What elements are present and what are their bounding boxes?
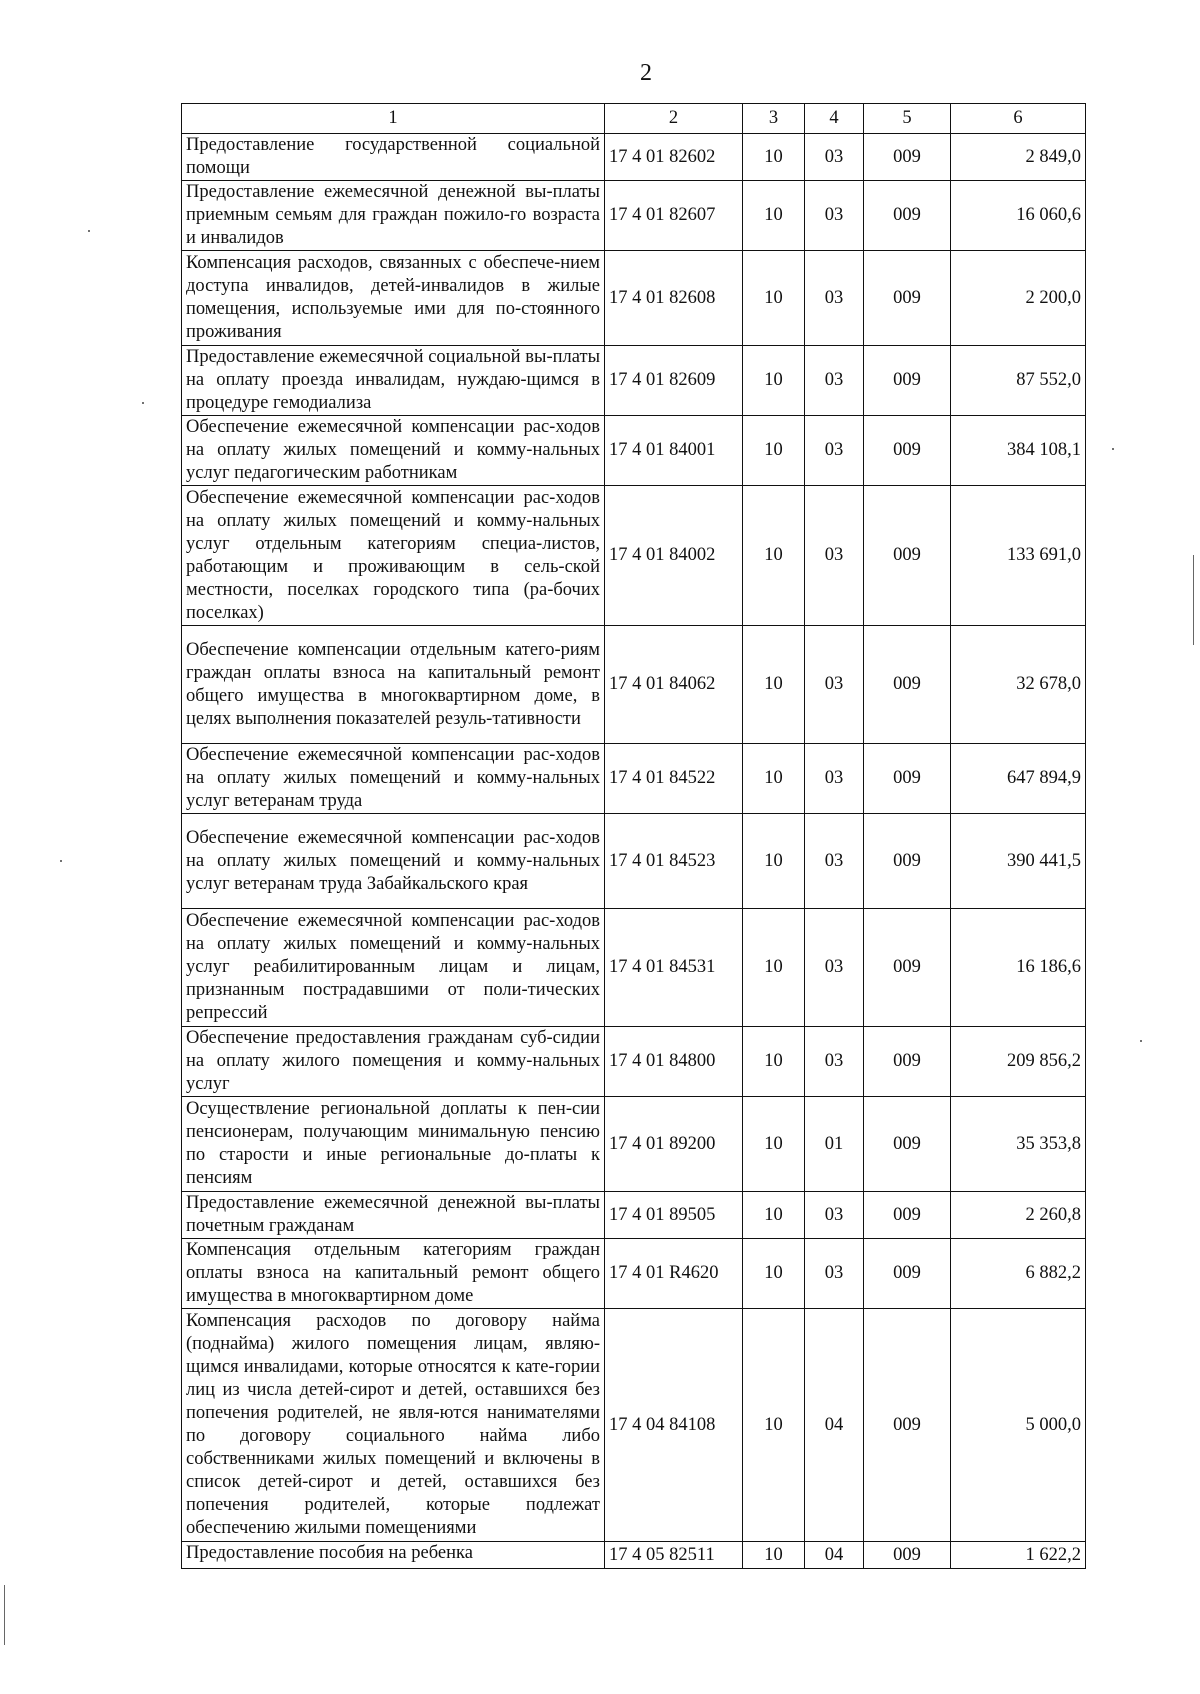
row-col3-cell: 10	[743, 1309, 805, 1542]
table-row	[182, 134, 1086, 181]
scan-speck	[60, 860, 62, 862]
row-col3-cell: 10	[743, 1192, 805, 1239]
row-col4-cell: 03	[805, 1027, 864, 1097]
row-amount-cell: 16 186,6	[951, 909, 1086, 1027]
row-col5-cell: 009	[864, 134, 951, 181]
table-row	[182, 814, 1086, 909]
row-amount-cell: 1 622,2	[951, 1542, 1086, 1569]
row-col3-cell: 10	[743, 181, 805, 251]
row-col4-cell: 03	[805, 814, 864, 909]
budget-table	[181, 103, 1086, 1569]
scan-speck	[88, 230, 90, 232]
row-code-cell: 17 4 01 82607	[605, 181, 743, 251]
row-name-cell: Осуществление региональной доплаты к пен-сии пенсионерам, получающим минимальную пенсию по старости и иные региональные до-платы к пенсиям	[182, 1097, 605, 1192]
row-col5-cell: 009	[864, 1192, 951, 1239]
row-code-cell: 17 4 01 84522	[605, 744, 743, 814]
row-col3-cell: 10	[743, 626, 805, 744]
row-col5-cell: 009	[864, 1239, 951, 1309]
row-col3-cell: 10	[743, 251, 805, 346]
row-name-cell: Предоставление государственной социальной помощи	[182, 134, 605, 181]
row-code-cell: 17 4 01 82609	[605, 346, 743, 416]
scan-edge-mark	[4, 1585, 5, 1645]
table-header-row	[182, 104, 1086, 134]
table-row	[182, 1027, 1086, 1097]
row-col3-cell: 10	[743, 134, 805, 181]
table-row	[182, 486, 1086, 626]
row-name-cell: Предоставление ежемесячной денежной вы-платы приемным семьям для граждан пожило-го возраста и инвалидов	[182, 181, 605, 251]
row-col5-cell: 009	[864, 626, 951, 744]
table-row	[182, 181, 1086, 251]
row-col5-cell: 009	[864, 1309, 951, 1542]
row-col5-cell: 009	[864, 744, 951, 814]
row-amount-cell: 2 849,0	[951, 134, 1086, 181]
row-name-cell: Обеспечение компенсации отдельным катего-риям граждан оплаты взноса на капитальный ремонт общего имущества в многоквартирном доме, в целях выполнения показателей резуль-тативности	[182, 626, 605, 744]
header-col-6: 6	[951, 104, 1086, 134]
table-row	[182, 416, 1086, 486]
row-col3-cell: 10	[743, 814, 805, 909]
row-code-cell: 17 4 01 82602	[605, 134, 743, 181]
row-name-cell: Обеспечение ежемесячной компенсации рас-ходов на оплату жилых помещений и комму-нальных услуг отдельным категориям специа-листов, работающим и проживающим в сель-ской местности, поселках городского типа (ра-бочих поселках)	[182, 486, 605, 626]
header-col-4: 4	[805, 104, 864, 134]
table-row	[182, 346, 1086, 416]
row-col3-cell: 10	[743, 1027, 805, 1097]
row-col3-cell: 10	[743, 416, 805, 486]
row-col4-cell: 03	[805, 486, 864, 626]
row-amount-cell: 16 060,6	[951, 181, 1086, 251]
scan-speck	[1140, 1040, 1142, 1042]
scan-edge-mark	[1193, 555, 1194, 645]
row-col4-cell: 03	[805, 346, 864, 416]
row-col3-cell: 10	[743, 909, 805, 1027]
row-name-cell: Предоставление пособия на ребенка	[182, 1542, 605, 1569]
header-col-1: 1	[182, 104, 605, 134]
row-amount-cell: 209 856,2	[951, 1027, 1086, 1097]
row-name-cell: Обеспечение ежемесячной компенсации рас-ходов на оплату жилых помещений и комму-нальных услуг реабилитированным лицам и лицам, признанным пострадавшими от поли-тических репрессий	[182, 909, 605, 1027]
row-col5-cell: 009	[864, 416, 951, 486]
row-col4-cell: 03	[805, 134, 864, 181]
table-row	[182, 1542, 1086, 1569]
row-name-cell: Обеспечение ежемесячной компенсации рас-ходов на оплату жилых помещений и комму-нальных услуг ветеранам труда	[182, 744, 605, 814]
row-name-cell: Компенсация отдельным категориям граждан оплаты взноса на капитальный ремонт общего имущества в многоквартирном доме	[182, 1239, 605, 1309]
row-col4-cell: 04	[805, 1542, 864, 1569]
table-row	[182, 1192, 1086, 1239]
row-code-cell: 17 4 01 89200	[605, 1097, 743, 1192]
row-col4-cell: 01	[805, 1097, 864, 1192]
table-row	[182, 744, 1086, 814]
row-col4-cell: 04	[805, 1309, 864, 1542]
row-name-cell: Обеспечение ежемесячной компенсации рас-ходов на оплату жилых помещений и комму-нальных услуг педагогическим работникам	[182, 416, 605, 486]
table-row	[182, 1239, 1086, 1309]
row-amount-cell: 2 260,8	[951, 1192, 1086, 1239]
row-col3-cell: 10	[743, 1239, 805, 1309]
row-amount-cell: 390 441,5	[951, 814, 1086, 909]
row-amount-cell: 35 353,8	[951, 1097, 1086, 1192]
row-col4-cell: 03	[805, 416, 864, 486]
row-col5-cell: 009	[864, 814, 951, 909]
row-col4-cell: 03	[805, 1239, 864, 1309]
row-code-cell: 17 4 01 84523	[605, 814, 743, 909]
table-row	[182, 909, 1086, 1027]
header-col-2: 2	[605, 104, 743, 134]
row-col5-cell: 009	[864, 1542, 951, 1569]
row-code-cell: 17 4 01 R4620	[605, 1239, 743, 1309]
row-code-cell: 17 4 04 84108	[605, 1309, 743, 1542]
row-col4-cell: 03	[805, 181, 864, 251]
table-body	[182, 134, 1086, 1569]
header-col-5: 5	[864, 104, 951, 134]
row-code-cell: 17 4 01 84531	[605, 909, 743, 1027]
row-col3-cell: 10	[743, 744, 805, 814]
table-row	[182, 1309, 1086, 1542]
table-row	[182, 1097, 1086, 1192]
row-code-cell: 17 4 01 84800	[605, 1027, 743, 1097]
table-row	[182, 626, 1086, 744]
row-code-cell: 17 4 01 84001	[605, 416, 743, 486]
row-col3-cell: 10	[743, 1097, 805, 1192]
row-amount-cell: 87 552,0	[951, 346, 1086, 416]
row-name-cell: Обеспечение предоставления гражданам суб-сидии на оплату жилого помещения и комму-нальных услуг	[182, 1027, 605, 1097]
row-col5-cell: 009	[864, 181, 951, 251]
row-col4-cell: 03	[805, 626, 864, 744]
row-col4-cell: 03	[805, 744, 864, 814]
row-amount-cell: 384 108,1	[951, 416, 1086, 486]
row-name-cell: Предоставление ежемесячной денежной вы-платы почетным гражданам	[182, 1192, 605, 1239]
row-col4-cell: 03	[805, 1192, 864, 1239]
row-col4-cell: 03	[805, 909, 864, 1027]
row-code-cell: 17 4 05 82511	[605, 1542, 743, 1569]
row-col5-cell: 009	[864, 1027, 951, 1097]
row-name-cell: Предоставление ежемесячной социальной вы-платы на оплату проезда инвалидам, нуждаю-щимся в процедуре гемодиализа	[182, 346, 605, 416]
row-code-cell: 17 4 01 89505	[605, 1192, 743, 1239]
row-amount-cell: 133 691,0	[951, 486, 1086, 626]
row-amount-cell: 32 678,0	[951, 626, 1086, 744]
row-amount-cell: 5 000,0	[951, 1309, 1086, 1542]
row-amount-cell: 2 200,0	[951, 251, 1086, 346]
page-number: 2	[640, 60, 652, 86]
row-name-cell: Компенсация расходов, связанных с обеспече-нием доступа инвалидов, детей-инвалидов в жилые помещения, используемые ими для по-стоянного проживания	[182, 251, 605, 346]
scan-speck	[1112, 448, 1114, 450]
row-col4-cell: 03	[805, 251, 864, 346]
scan-speck	[142, 402, 144, 404]
table-row	[182, 251, 1086, 346]
row-col5-cell: 009	[864, 909, 951, 1027]
row-col5-cell: 009	[864, 1097, 951, 1192]
row-code-cell: 17 4 01 84002	[605, 486, 743, 626]
row-col3-cell: 10	[743, 1542, 805, 1569]
row-amount-cell: 6 882,2	[951, 1239, 1086, 1309]
row-col5-cell: 009	[864, 486, 951, 626]
row-code-cell: 17 4 01 82608	[605, 251, 743, 346]
row-name-cell: Компенсация расходов по договору найма (поднайма) жилого помещения лицам, являю-щимся инвалидами, которые относятся к кате-гории лиц из числа детей-сирот и детей, оставшихся без попечения родителей, не явля-ются нанимателями по договору социального найма либо собственниками жилых помещений и включены в список детей-сирот и детей, оставшихся без попечения родителей, которые подлежат обеспечению жилыми помещениями	[182, 1309, 605, 1542]
header-col-3: 3	[743, 104, 805, 134]
row-col5-cell: 009	[864, 346, 951, 416]
row-col3-cell: 10	[743, 346, 805, 416]
row-amount-cell: 647 894,9	[951, 744, 1086, 814]
row-code-cell: 17 4 01 84062	[605, 626, 743, 744]
row-col3-cell: 10	[743, 486, 805, 626]
row-col5-cell: 009	[864, 251, 951, 346]
row-name-cell: Обеспечение ежемесячной компенсации рас-ходов на оплату жилых помещений и комму-нальных услуг ветеранам труда Забайкальского края	[182, 814, 605, 909]
